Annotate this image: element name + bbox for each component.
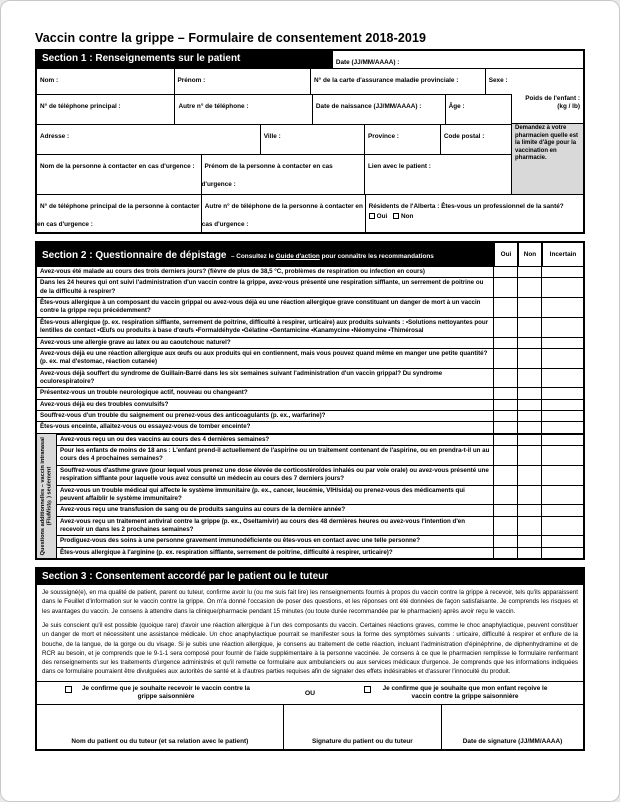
question-row bbox=[37, 399, 583, 410]
answer-incertain-cell[interactable] bbox=[541, 278, 583, 297]
sexe-field[interactable] bbox=[485, 69, 583, 94]
answer-oui-cell[interactable] bbox=[493, 349, 517, 368]
question-row bbox=[57, 434, 583, 445]
age-label: Âge : bbox=[448, 103, 465, 110]
question-text: Souffrez-vous d'asthme grave (pour lequel vous prenez une dose élevée de corticostéroïdes inhalés ou par voie orale) ou avez-vous présenté une respiration sifflante pour laquelle vous avez consulté un médecin au cours des 7 derniers jours? bbox=[60, 466, 489, 483]
question-text: Souffrez-vous d'un trouble du saignement ou prenez-vous des anticoagulants (p. ex., warfarine)? bbox=[40, 412, 326, 420]
question-row bbox=[37, 277, 583, 297]
urgence-tel-label: N° de téléphone principal de la personne à contacter en cas d'urgence : bbox=[37, 203, 200, 228]
urgence-prenom-label: Prénom de la personne à contacter en cas d'urgence : bbox=[201, 163, 333, 188]
date-naissance-label: Date de naissance (JJ/MM/AAAA) : bbox=[315, 103, 422, 110]
question-text: Avez-vous reçu un traitement antiviral contre la grippe (p. ex., Oseltamivir) au cours des 48 dernières heures ou avez-vous l'intention d'en recevoir un dans les 2 prochaines semaines? bbox=[60, 517, 466, 533]
question-row bbox=[37, 368, 583, 388]
section2-note-suffix: pour connaître les recommandations bbox=[319, 253, 434, 260]
answer-incertain-cell[interactable] bbox=[541, 466, 583, 485]
tel-principal-label: N° de téléphone principal : bbox=[40, 103, 121, 110]
question-row bbox=[37, 410, 583, 421]
signature-date-label: Date de signature (JJ/MM/AAAA) bbox=[462, 738, 563, 746]
carte-label: N° de la carte d'assurance maladie provinciale : bbox=[314, 77, 459, 84]
flumist-group-label-text: Questions additionnelles – vaccin intranasal (FluMist®) seulement bbox=[40, 436, 53, 555]
alberta-question-label: Résidents de l'Alberta : Êtes-vous un professionnel de la santé? bbox=[368, 203, 564, 210]
date-field[interactable] bbox=[332, 51, 583, 68]
section1-right-column bbox=[511, 94, 583, 194]
nom-label: Nom : bbox=[40, 77, 59, 84]
autre-tel-label: Autre n° de téléphone : bbox=[178, 103, 249, 110]
answer-non-cell[interactable] bbox=[517, 318, 541, 337]
section1-header: Section 1 : Renseignements sur le patient bbox=[37, 51, 332, 68]
confirm-child-option bbox=[340, 685, 579, 702]
signature-name-label: Nom du patient ou du tuteur (et sa relation avec le patient) bbox=[71, 738, 249, 746]
question-text: Présentez-vous un trouble neurologique actif, nouveau ou changeant? bbox=[40, 389, 248, 397]
answer-non-cell[interactable] bbox=[517, 466, 541, 485]
question-text: Êtes-vous allergique (p. ex. respiration sifflante, serrement de poitrine, difficulté à respirer, urticaire) aux produits suivants : •Solutions nettoyantes pour lentilles de contact •Œufs ou produits à base d'œufs •Formaldéhyde •Gélatine •Gentamicine •Kanamycine •Néomycine •Thimérosal bbox=[40, 318, 489, 335]
poids-label-line2: (kg / lb) bbox=[557, 103, 580, 110]
answer-oui-cell[interactable] bbox=[493, 435, 517, 445]
lien-patient-field[interactable] bbox=[364, 155, 511, 194]
question-row bbox=[37, 266, 583, 277]
answer-incertain-cell[interactable] bbox=[541, 422, 583, 432]
question-row bbox=[37, 317, 583, 337]
question-text: Êtes-vous allergique à un composant du vaccin grippal ou avez-vous déjà eu une réaction allergique grave constituant un danger de mort à un vaccin contre la grippe reçu précédemment? bbox=[40, 299, 481, 315]
poids-enfant-field[interactable] bbox=[512, 94, 583, 124]
question-row bbox=[37, 337, 583, 348]
answer-incertain-cell[interactable] bbox=[541, 411, 583, 421]
section2-title: Section 2 : Questionnaire de dépistage bbox=[42, 250, 227, 261]
urgence-prenom-field[interactable] bbox=[201, 155, 365, 194]
urgence-autre-tel-label: Autre n° de téléphone de la personne à contacter en cas d'urgence : bbox=[201, 203, 363, 228]
answer-oui-cell[interactable] bbox=[493, 517, 517, 536]
lien-patient-label: Lien avec le patient : bbox=[368, 163, 431, 170]
answer-incertain-cell[interactable] bbox=[541, 536, 583, 546]
confirm-self-option bbox=[41, 685, 280, 702]
confirm-self-label: Je confirme que je souhaite recevoir le vaccin contre la grippe saisonnière bbox=[81, 684, 250, 701]
section2-header bbox=[37, 243, 493, 266]
answer-non-cell[interactable] bbox=[517, 435, 541, 445]
code-postal-field[interactable] bbox=[440, 125, 511, 154]
section3-consent bbox=[35, 567, 585, 751]
consent-paragraph-1: Je soussigné(e), en ma qualité de patient, parent ou tuteur, confirme avoir lu (ou me suis fait lire) les renseignements fournis à propos du vaccin contre la grippe à recevoir, tels qu'ils apparaissent dans le Feuillet d'information sur le vaccin contre la grippe. On m'a donné l'occasion de poser des questions, et les réponses ont été données de façon satisfaisante. Je comprends les risques et les avantages du vaccin. Je consens à attendre dans la clinique/pharmacie pendant 15 minutes (ou toute durée recommandée par le pharmacien) après avoir reçu le vaccin. bbox=[42, 589, 578, 615]
question-row bbox=[37, 387, 583, 398]
answer-oui-cell[interactable] bbox=[493, 505, 517, 515]
answer-incertain-cell[interactable] bbox=[541, 349, 583, 368]
question-row bbox=[57, 547, 583, 558]
answer-non-cell[interactable] bbox=[517, 278, 541, 297]
answer-non-cell[interactable] bbox=[517, 388, 541, 398]
confirm-child-label: Je confirme que je souhaite que mon enfant reçoive le vaccin contre la grippe saisonnière bbox=[382, 684, 548, 701]
pharmacien-note bbox=[512, 124, 583, 194]
answer-non-cell[interactable] bbox=[517, 517, 541, 536]
answer-oui-cell[interactable] bbox=[493, 278, 517, 297]
question-text: Êtes-vous enceinte, allaitez-vous ou essayez-vous de tomber enceinte? bbox=[40, 423, 251, 431]
answer-oui-cell[interactable] bbox=[493, 388, 517, 398]
answer-incertain-cell[interactable] bbox=[541, 338, 583, 348]
answer-oui-cell[interactable] bbox=[493, 267, 517, 277]
autre-tel-field[interactable] bbox=[174, 95, 311, 124]
question-text: Avez-vous reçu un ou des vaccins au cours des 4 dernières semaines? bbox=[60, 435, 270, 443]
question-row bbox=[57, 504, 583, 515]
alberta-non-checkbox[interactable] bbox=[393, 213, 399, 219]
consent-paragraph-2: Je suis conscient qu'il est possible (quoique rare) d'avoir une réaction allergique à l'un des composants du vaccin. Certaines réactions graves, comme le choc anaphylactique, peuvent constituer un danger de mort et nécessitent une assistance médicale. Un choc anaphylactique pourrait se manifester sous la forme des symptômes suivants : urticaire, difficulté à respirer et enflure de la bouche, de la langue, de la gorge ou du visage. Si je subis une réaction allergique, je consens au traitement de cette réaction, incluant l'administration d'épinéphrine, de diphenhydramine et de RCR au besoin, et je comprends que le 9-1-1 sera composé pour fournir de l'aide supplémentaire à la personne vaccinée. Je consens à ce que le pharmacien remplisse le formulaire renfermant des renseignements sur les traitements d'urgence administrés et qu'il remette ce formulaire aux ambulanciers ou aux services médicaux d'urgence. Je comprends que les informations indiquées dans ce formulaire pourraient être divulguées aux autorités de santé et à d'autres parties requises afin de signaler des effets indésirables et d'assurer l'innocuité du produit. bbox=[42, 621, 578, 676]
nom-field[interactable] bbox=[37, 69, 174, 94]
section3-header: Section 3 : Consentement accordé par le patient ou le tuteur bbox=[37, 569, 583, 585]
signature-field[interactable] bbox=[283, 705, 441, 749]
answer-non-cell[interactable] bbox=[517, 349, 541, 368]
question-text: Avez-vous un trouble médical qui affecte le système immunitaire (p. ex., cancer, leucémie, VIH/sida) ou prenez-vous des médicaments qui peuvent affaiblir le système immunitaire? bbox=[60, 486, 465, 502]
answer-oui-cell[interactable] bbox=[493, 400, 517, 410]
answer-non-cell[interactable] bbox=[517, 536, 541, 546]
answer-oui-cell[interactable] bbox=[493, 536, 517, 546]
question-row bbox=[37, 348, 583, 368]
urgence-nom-field[interactable] bbox=[37, 155, 201, 194]
urgence-nom-label: Nom de la personne à contacter en cas d'urgence : bbox=[40, 163, 195, 170]
sexe-label: Sexe : bbox=[488, 77, 508, 84]
question-text: Dans les 24 heures qui ont suivi l'administration d'un vaccin contre la grippe, avez-vous présenté une respiration sifflante, un serrement de poitrine ou de la difficulté à respirer? bbox=[40, 279, 484, 295]
answer-oui-cell[interactable] bbox=[493, 411, 517, 421]
question-row bbox=[37, 421, 583, 432]
question-text: Avez-vous été malade au cours des trois derniers jours? (fièvre de plus de 38,5 °C, problèmes de respiration ou infection en cours) bbox=[40, 268, 425, 275]
confirm-self-checkbox[interactable] bbox=[65, 686, 72, 693]
column-header-incertain: Incertain bbox=[541, 243, 583, 266]
answer-oui-cell[interactable] bbox=[493, 338, 517, 348]
ville-label: Ville : bbox=[263, 133, 281, 140]
answer-incertain-cell[interactable] bbox=[541, 369, 583, 388]
pharmacien-note-text: Demandez à votre pharmacien quelle est la limite d'âge pour la vaccination en pharmacie. bbox=[515, 125, 579, 161]
alberta-oui-label: Oui bbox=[376, 213, 388, 220]
section1-patient-info bbox=[35, 49, 585, 234]
answer-oui-cell[interactable] bbox=[493, 466, 517, 485]
answer-oui-cell[interactable] bbox=[493, 422, 517, 432]
flumist-group-label bbox=[37, 434, 57, 558]
answer-non-cell[interactable] bbox=[517, 298, 541, 317]
answer-oui-cell[interactable] bbox=[493, 369, 517, 388]
answer-non-cell[interactable] bbox=[517, 267, 541, 277]
or-label: OU bbox=[304, 689, 316, 697]
prenom-label: Prénom : bbox=[177, 77, 206, 84]
question-text: Avez-vous une allergie grave au latex ou au caoutchouc naturel? bbox=[40, 338, 231, 346]
answer-incertain-cell[interactable] bbox=[541, 388, 583, 398]
column-header-oui: Oui bbox=[493, 243, 517, 266]
question-row bbox=[57, 516, 583, 536]
answer-incertain-cell[interactable] bbox=[541, 318, 583, 337]
question-row bbox=[57, 485, 583, 505]
answer-oui-cell[interactable] bbox=[493, 318, 517, 337]
ville-field[interactable] bbox=[260, 125, 364, 154]
section2-note-prefix: – Consultez le bbox=[230, 253, 276, 260]
page-title: Vaccin contre la grippe – Formulaire de consentement 2018-2019 bbox=[35, 31, 427, 45]
answer-incertain-cell[interactable] bbox=[541, 486, 583, 505]
tel-principal-field[interactable] bbox=[37, 95, 174, 124]
answer-non-cell[interactable] bbox=[517, 338, 541, 348]
consent-text bbox=[37, 585, 583, 681]
answer-incertain-cell[interactable] bbox=[541, 267, 583, 277]
age-field[interactable] bbox=[445, 95, 511, 124]
date-naissance-field[interactable] bbox=[312, 95, 445, 124]
answer-incertain-cell[interactable] bbox=[541, 298, 583, 317]
urgence-autre-tel-field[interactable] bbox=[201, 195, 365, 232]
prenom-field[interactable] bbox=[174, 69, 311, 94]
question-text: Avez-vous déjà eu une réaction allergique aux œufs ou aux produits qui en contiennent, mais vous pouvez quand même en manger une petite quantité? (p. ex. mal d'estomac, réaction cutanée) bbox=[40, 349, 488, 366]
question-text: Prodiguez-vous des soins à une personne gravement immunodéficiente ou êtes-vous en contact avec une telle personne? bbox=[60, 537, 420, 545]
answer-oui-cell[interactable] bbox=[493, 446, 517, 465]
answer-non-cell[interactable] bbox=[517, 505, 541, 515]
poids-label-line1: Poids de l'enfant : bbox=[525, 95, 580, 102]
answer-incertain-cell[interactable] bbox=[541, 548, 583, 558]
question-text: Avez-vous déjà eu des troubles convulsifs? bbox=[40, 400, 169, 408]
question-text: Pour les enfants de moins de 18 ans : L'enfant prend-il actuellement de l'aspirine ou un traitement contenant de l'aspirine, ou en prendra-t-il un au cours des 4 prochaines semaines? bbox=[60, 447, 490, 463]
confirm-child-checkbox[interactable] bbox=[364, 686, 371, 693]
answer-non-cell[interactable] bbox=[517, 400, 541, 410]
signature-name-field[interactable] bbox=[37, 705, 283, 749]
column-header-non: Non bbox=[517, 243, 541, 266]
answer-non-cell[interactable] bbox=[517, 411, 541, 421]
adresse-label: Adresse : bbox=[40, 133, 70, 140]
question-row bbox=[37, 297, 583, 317]
confirmation-row bbox=[37, 681, 583, 705]
answer-non-cell[interactable] bbox=[517, 446, 541, 465]
answer-incertain-cell[interactable] bbox=[541, 400, 583, 410]
signature-label: Signature du patient ou du tuteur bbox=[311, 738, 413, 746]
adresse-field[interactable] bbox=[37, 125, 260, 154]
urgence-tel-field[interactable] bbox=[37, 195, 201, 232]
answer-oui-cell[interactable] bbox=[493, 548, 517, 558]
signature-date-field[interactable] bbox=[441, 705, 583, 749]
answer-incertain-cell[interactable] bbox=[541, 505, 583, 515]
question-row bbox=[57, 535, 583, 546]
answer-non-cell[interactable] bbox=[517, 548, 541, 558]
province-field[interactable] bbox=[364, 125, 440, 154]
answer-incertain-cell[interactable] bbox=[541, 517, 583, 536]
signature-row bbox=[37, 704, 583, 749]
answer-non-cell[interactable] bbox=[517, 369, 541, 388]
province-label: Province : bbox=[368, 133, 399, 140]
answer-incertain-cell[interactable] bbox=[541, 446, 583, 465]
question-text: Avez-vous reçu une transfusion de sang ou de produits sanguins au cours de la dernière année? bbox=[60, 506, 346, 514]
alberta-non-label: Non bbox=[401, 213, 414, 220]
question-row bbox=[57, 465, 583, 485]
alberta-oui-checkbox[interactable] bbox=[369, 213, 375, 219]
answer-oui-cell[interactable] bbox=[493, 298, 517, 317]
flumist-question-group bbox=[37, 433, 583, 558]
question-text: Avez-vous déjà souffert du syndrome de Guillain-Barré dans les six semaines suivant l'administration d'un vaccin grippal? Du syndrome oculorespiratoire? bbox=[40, 369, 443, 385]
date-label: Date (JJ/MM/AAAA) : bbox=[335, 59, 400, 66]
alberta-question-cell bbox=[365, 195, 583, 232]
code-postal-label: Code postal : bbox=[443, 133, 485, 140]
answer-oui-cell[interactable] bbox=[493, 486, 517, 505]
answer-non-cell[interactable] bbox=[517, 486, 541, 505]
question-row bbox=[57, 445, 583, 465]
answer-non-cell[interactable] bbox=[517, 422, 541, 432]
section2-questionnaire bbox=[35, 241, 585, 560]
guide-action-link[interactable]: Guide d'action bbox=[275, 253, 320, 260]
answer-incertain-cell[interactable] bbox=[541, 435, 583, 445]
question-text: Êtes-vous allergique à l'arginine (p. ex. respiration sifflante, serrement de poitrine, difficulté à respirer, urticaire)? bbox=[60, 548, 393, 556]
carte-assurance-field[interactable] bbox=[310, 69, 485, 94]
